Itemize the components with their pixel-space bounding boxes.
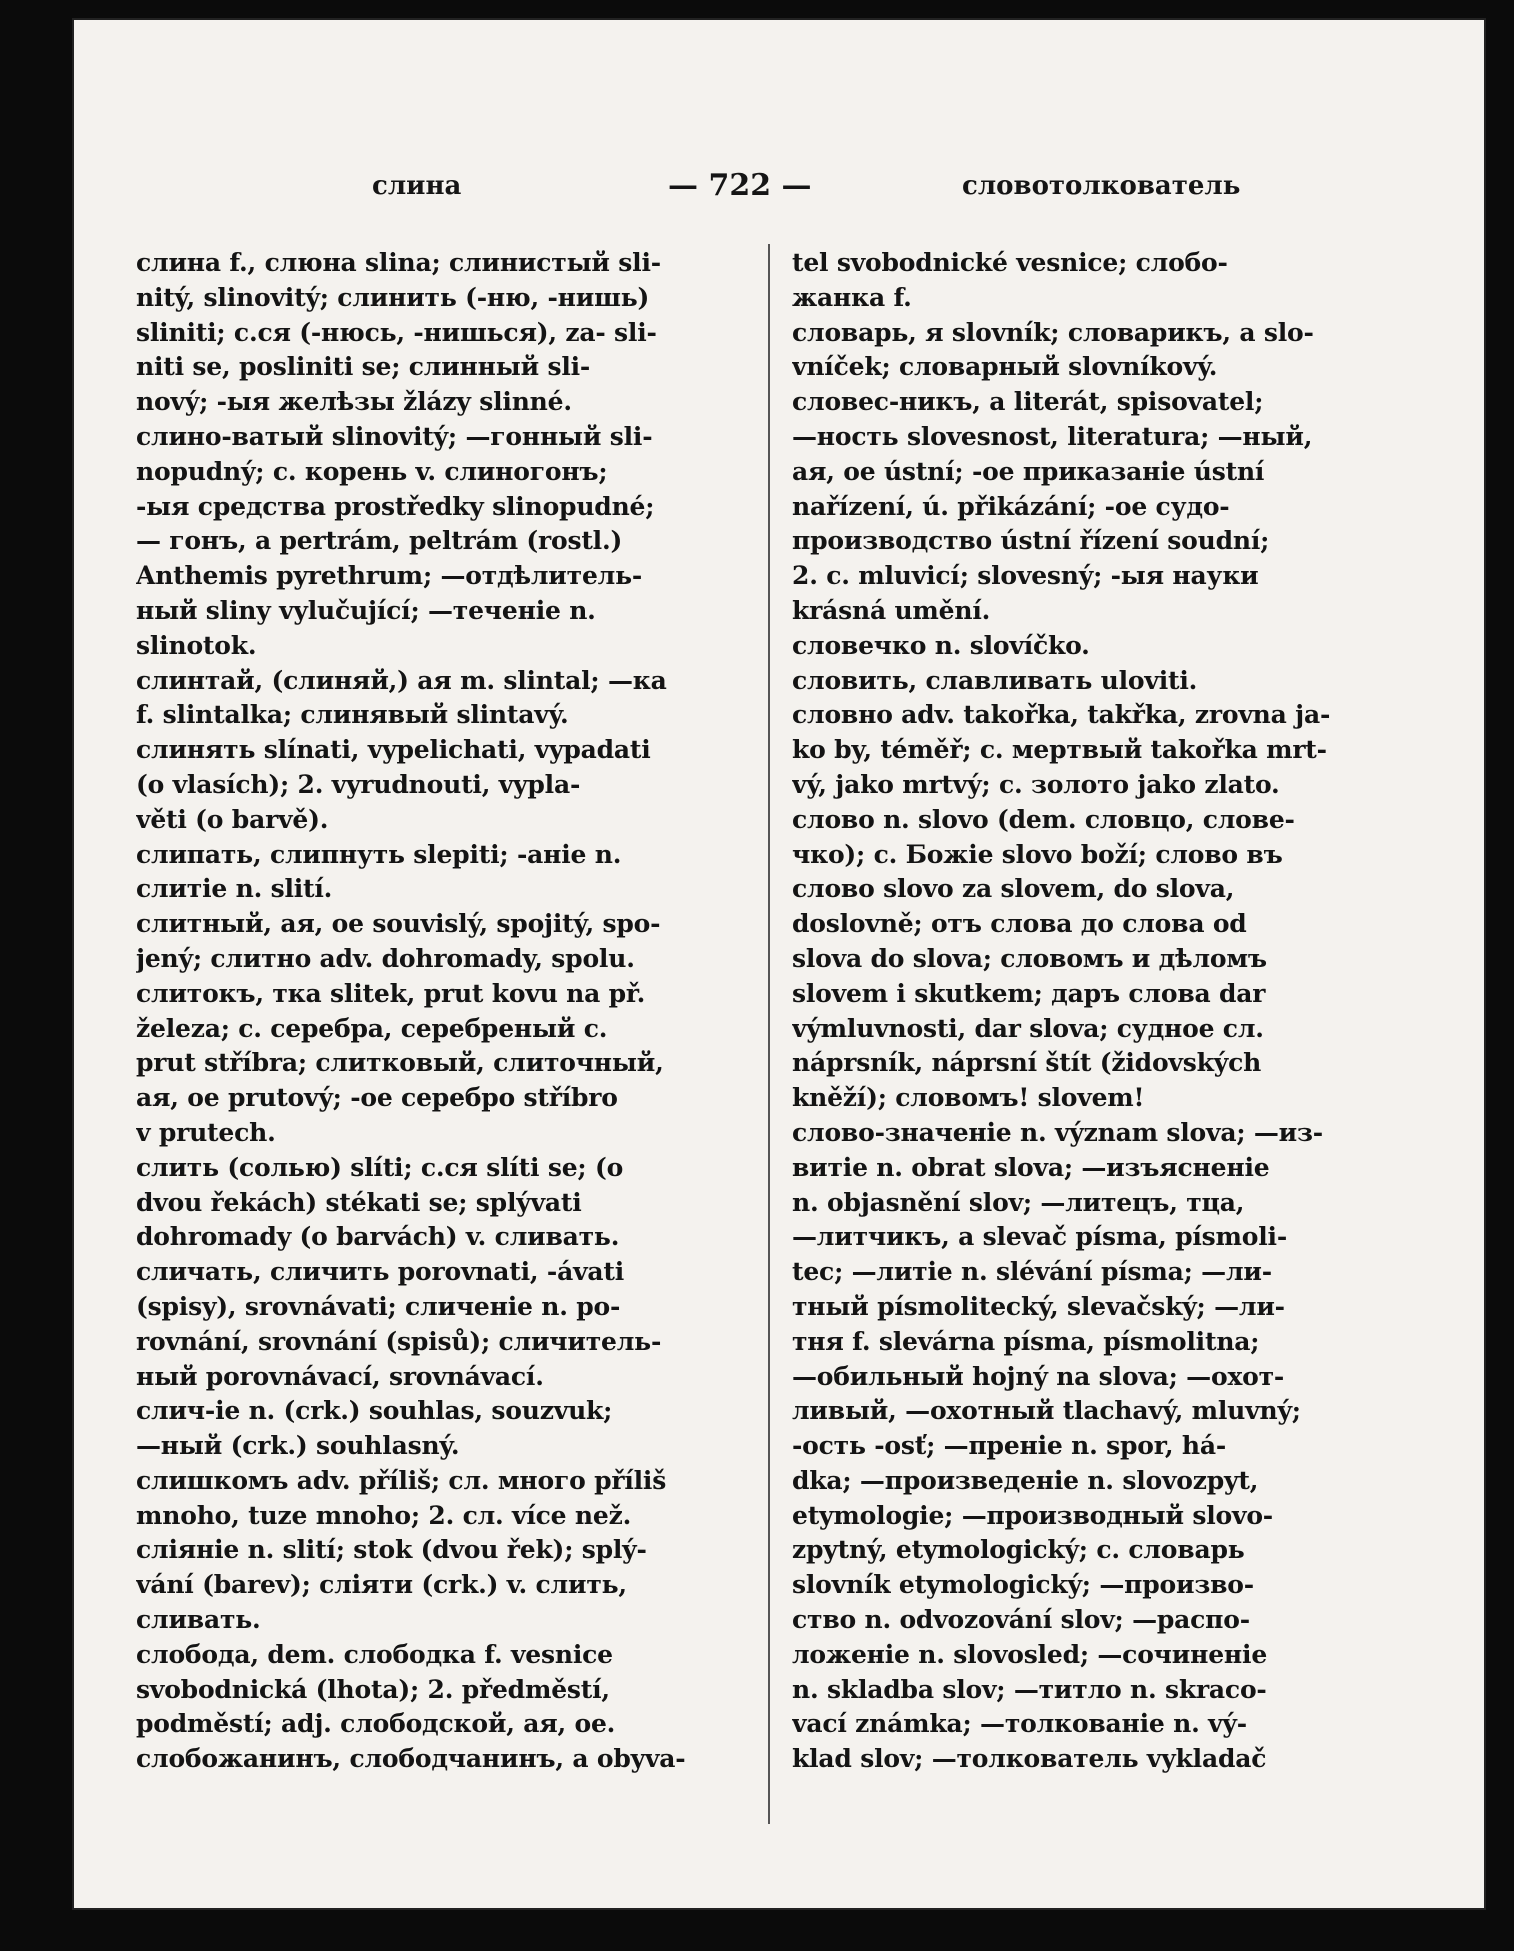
entry-line: nopudný; c. корень v. слиногонъ;: [136, 456, 608, 486]
entry-line: слитіе n. slití.: [136, 874, 333, 904]
entry-line: podměstí; adj. слободской, ая, ое.: [136, 1709, 616, 1739]
entry-line: ливый, —охотный tlachavý, mluvný;: [792, 1396, 1301, 1426]
entry-line: слитокъ, тка slitek, prut kovu na př.: [136, 978, 646, 1008]
entry-line: rovnání, srovnání (spisů); сличитель-: [136, 1326, 662, 1356]
entry-line: (o vlasích); 2. vyrudnouti, vypla-: [136, 769, 581, 799]
entry-line: словарь, я slovník; словарикъ, a slo-: [792, 317, 1314, 347]
entry-line: nitý, slinovitý; слинить (-ню, -нишь): [136, 282, 650, 312]
entry-line: v prutech.: [136, 1117, 276, 1147]
left-column: [136, 246, 732, 1826]
entry-line: nový; -ыя желѣзы žlázy slinné.: [136, 387, 572, 417]
column-divider: [768, 244, 770, 1824]
entry-line: dka; —произведеніе n. slovozpyt,: [792, 1465, 1259, 1495]
entry-line: sliniti; с.ся (-нюсь, -нишься), za- sli-: [136, 317, 657, 347]
entry-line: словить, славливать uloviti.: [792, 665, 1198, 695]
entry-line: 2. c. mluvicí; slovesný; -ыя науки: [792, 561, 1259, 591]
entry-line: n. skladba slov; —титло n. skraco-: [792, 1674, 1267, 1704]
entry-line: náprsník, náprsní štít (židovských: [792, 1048, 1262, 1078]
entry-line: krásná umění.: [792, 595, 991, 625]
entry-line: словес-никъ, a literát, spisovatel;: [792, 387, 1264, 417]
entry-line: слить (солью) slíti; с.ся slíti se; (o: [136, 1152, 624, 1182]
entry-line: výmluvnosti, dar slova; судное сл.: [792, 1013, 1264, 1043]
entry-line: ложеніе n. slovosled; —сочиненіе: [792, 1639, 1268, 1669]
entry-line: —ный (crk.) souhlasný.: [136, 1431, 460, 1461]
running-header: [72, 164, 1486, 208]
entry-line: doslovně; отъ слова до слова od: [792, 909, 1247, 939]
entry-line: ая, ое ústní; -ое приказаніе ústní: [792, 456, 1265, 486]
entry-line: слич-іе n. (crk.) souhlas, souzvuk;: [136, 1396, 613, 1426]
entry-line: ство n. odvozování slov; —распо-: [792, 1605, 1250, 1635]
entry-line: n. objasnění slov; —литецъ, тца,: [792, 1187, 1245, 1217]
entry-line: слинтай, (слиняй,) ая m. slintal; —ка: [136, 665, 667, 695]
entry-line: f. slintalka; слинявый slintavý.: [136, 700, 569, 730]
entry-line: ный sliny vylučující; —теченіе n.: [136, 595, 596, 625]
entry-line: слово-значеніе n. význam slova; —из-: [792, 1117, 1323, 1147]
entry-line: жанка f.: [792, 282, 912, 312]
entry-line: svobodnická (lhota); 2. předměstí,: [136, 1674, 610, 1704]
entry-line: niti se, posliniti se; слинный sli-: [136, 352, 591, 382]
entry-line: слинять slínati, vypelichati, vypadati: [136, 735, 651, 765]
entry-line: kněží); словомъ! slovem!: [792, 1083, 1145, 1113]
entry-line: —ность slovesnost, literatura; —ный,: [792, 421, 1313, 451]
entry-line: klad slov; —толкователь vykladač: [792, 1744, 1267, 1774]
entry-line: слитный, ая, ое souvislý, spojitý, spo-: [136, 909, 661, 939]
entry-line: železa; c. серебра, серебреный c.: [136, 1013, 608, 1043]
entry-line: věti (o barvě).: [136, 804, 329, 834]
entry-line: слово n. slovo (dem. словцо, слове-: [792, 804, 1295, 834]
entry-line: tec; —литіе n. slévání písma; —ли-: [792, 1257, 1272, 1287]
entry-line: tel svobodnické vesnice; слобо-: [792, 248, 1228, 277]
entry-line: тня f. slevárna písma, písmolitna;: [792, 1326, 1260, 1356]
entry-line: слино-ватый slinovitý; —гонный sli-: [136, 421, 653, 451]
entry-line: etymologie; —производный slovo-: [792, 1500, 1273, 1530]
entry-line: производство ústní řízení soudní;: [792, 526, 1270, 556]
entry-line: dohromady (o barvách) v. сливать.: [136, 1222, 620, 1252]
entry-line: slovem i skutkem; даръ слова dar: [792, 978, 1266, 1008]
entry-line: —обильный hojný na slova; —охот-: [792, 1361, 1285, 1391]
entry-line: prut stříbra; слитковый, слиточный,: [136, 1048, 664, 1078]
entry-line: (spisy), srovnávati; сличеніе n. po-: [136, 1291, 621, 1321]
entry-line: слобожанинъ, слободчанинъ, a obyva-: [136, 1744, 686, 1774]
entry-line: слишкомъ adv. příliš; сл. много příliš: [136, 1465, 667, 1495]
entry-line: сліяніе n. slití; stok (dvou řek); splý-: [136, 1535, 647, 1565]
entry-line: ko by, téměř; с. мертвый takořka mrt-: [792, 735, 1327, 765]
entry-line: чко); c. Божіе slovo boží; слово въ: [792, 839, 1283, 869]
entry-line: jený; слитно adv. dohromady, spolu.: [136, 943, 635, 973]
page-number: — 722 —: [668, 168, 812, 203]
entry-line: zpytný, etymologický; c. словарь: [792, 1535, 1245, 1565]
entry-line: vací známka; —толкованіе n. vý-: [792, 1709, 1247, 1739]
entry-line: — гонъ, a pertrám, peltrám (rostl.): [136, 526, 623, 556]
entry-line: vníček; словарный slovníkový.: [792, 352, 1218, 382]
entry-line: сличать, сличить porovnati, -ávati: [136, 1257, 625, 1287]
header-right-guideword: словотолкователь: [962, 171, 1241, 201]
entry-line: Anthemis pyrethrum; —отдѣлитель-: [136, 561, 643, 591]
header-left-guideword: слина: [372, 171, 462, 201]
entry-line: витіе n. obrat slova; —изъясненіе: [792, 1152, 1270, 1182]
entry-line: slova do slova; словомъ и дѣломъ: [792, 943, 1267, 973]
right-column: [792, 246, 1388, 1826]
entry-line: слина f., слюна slina; слинистый sli-: [136, 248, 661, 277]
entry-line: -ость -osť; —преніе n. spor, há-: [792, 1431, 1227, 1461]
dictionary-page: [72, 18, 1486, 1910]
entry-line: vání (barev); сліяти (crk.) v. слить,: [136, 1570, 627, 1600]
entry-line: слобода, dem. слободка f. vesnice: [136, 1639, 613, 1669]
entry-line: slinotok.: [136, 630, 257, 660]
entry-line: slovník etymologický; —произво-: [792, 1570, 1254, 1600]
entry-line: nařízení, ú. přikázání; -ое судо-: [792, 491, 1230, 521]
entry-line: ая, ое prutový; -ое серебро stříbro: [136, 1083, 618, 1113]
entry-line: vý, jako mrtvý; c. золото jako zlato.: [792, 769, 1280, 799]
entry-line: словно adv. takořka, takřka, zrovna ja-: [792, 700, 1331, 730]
entry-line: mnoho, tuze mnoho; 2. сл. více než.: [136, 1500, 632, 1530]
entry-line: —литчикъ, a slevač písma, písmoli-: [792, 1222, 1288, 1252]
entry-line: словечко n. slovíčko.: [792, 630, 1090, 660]
entry-line: dvou řekách) stékati se; splývati: [136, 1187, 582, 1217]
entry-line: слово slovo za slovem, do slova,: [792, 874, 1235, 904]
entry-line: слипать, слипнуть slepiti; -аніе n.: [136, 839, 622, 869]
entry-line: тный písmolitecký, slevačský; —ли-: [792, 1291, 1285, 1321]
entry-line: ный porovnávací, srovnávací.: [136, 1361, 544, 1391]
entry-line: сливать.: [136, 1605, 261, 1635]
entry-line: -ыя средства prostředky slinopudné;: [136, 491, 655, 521]
